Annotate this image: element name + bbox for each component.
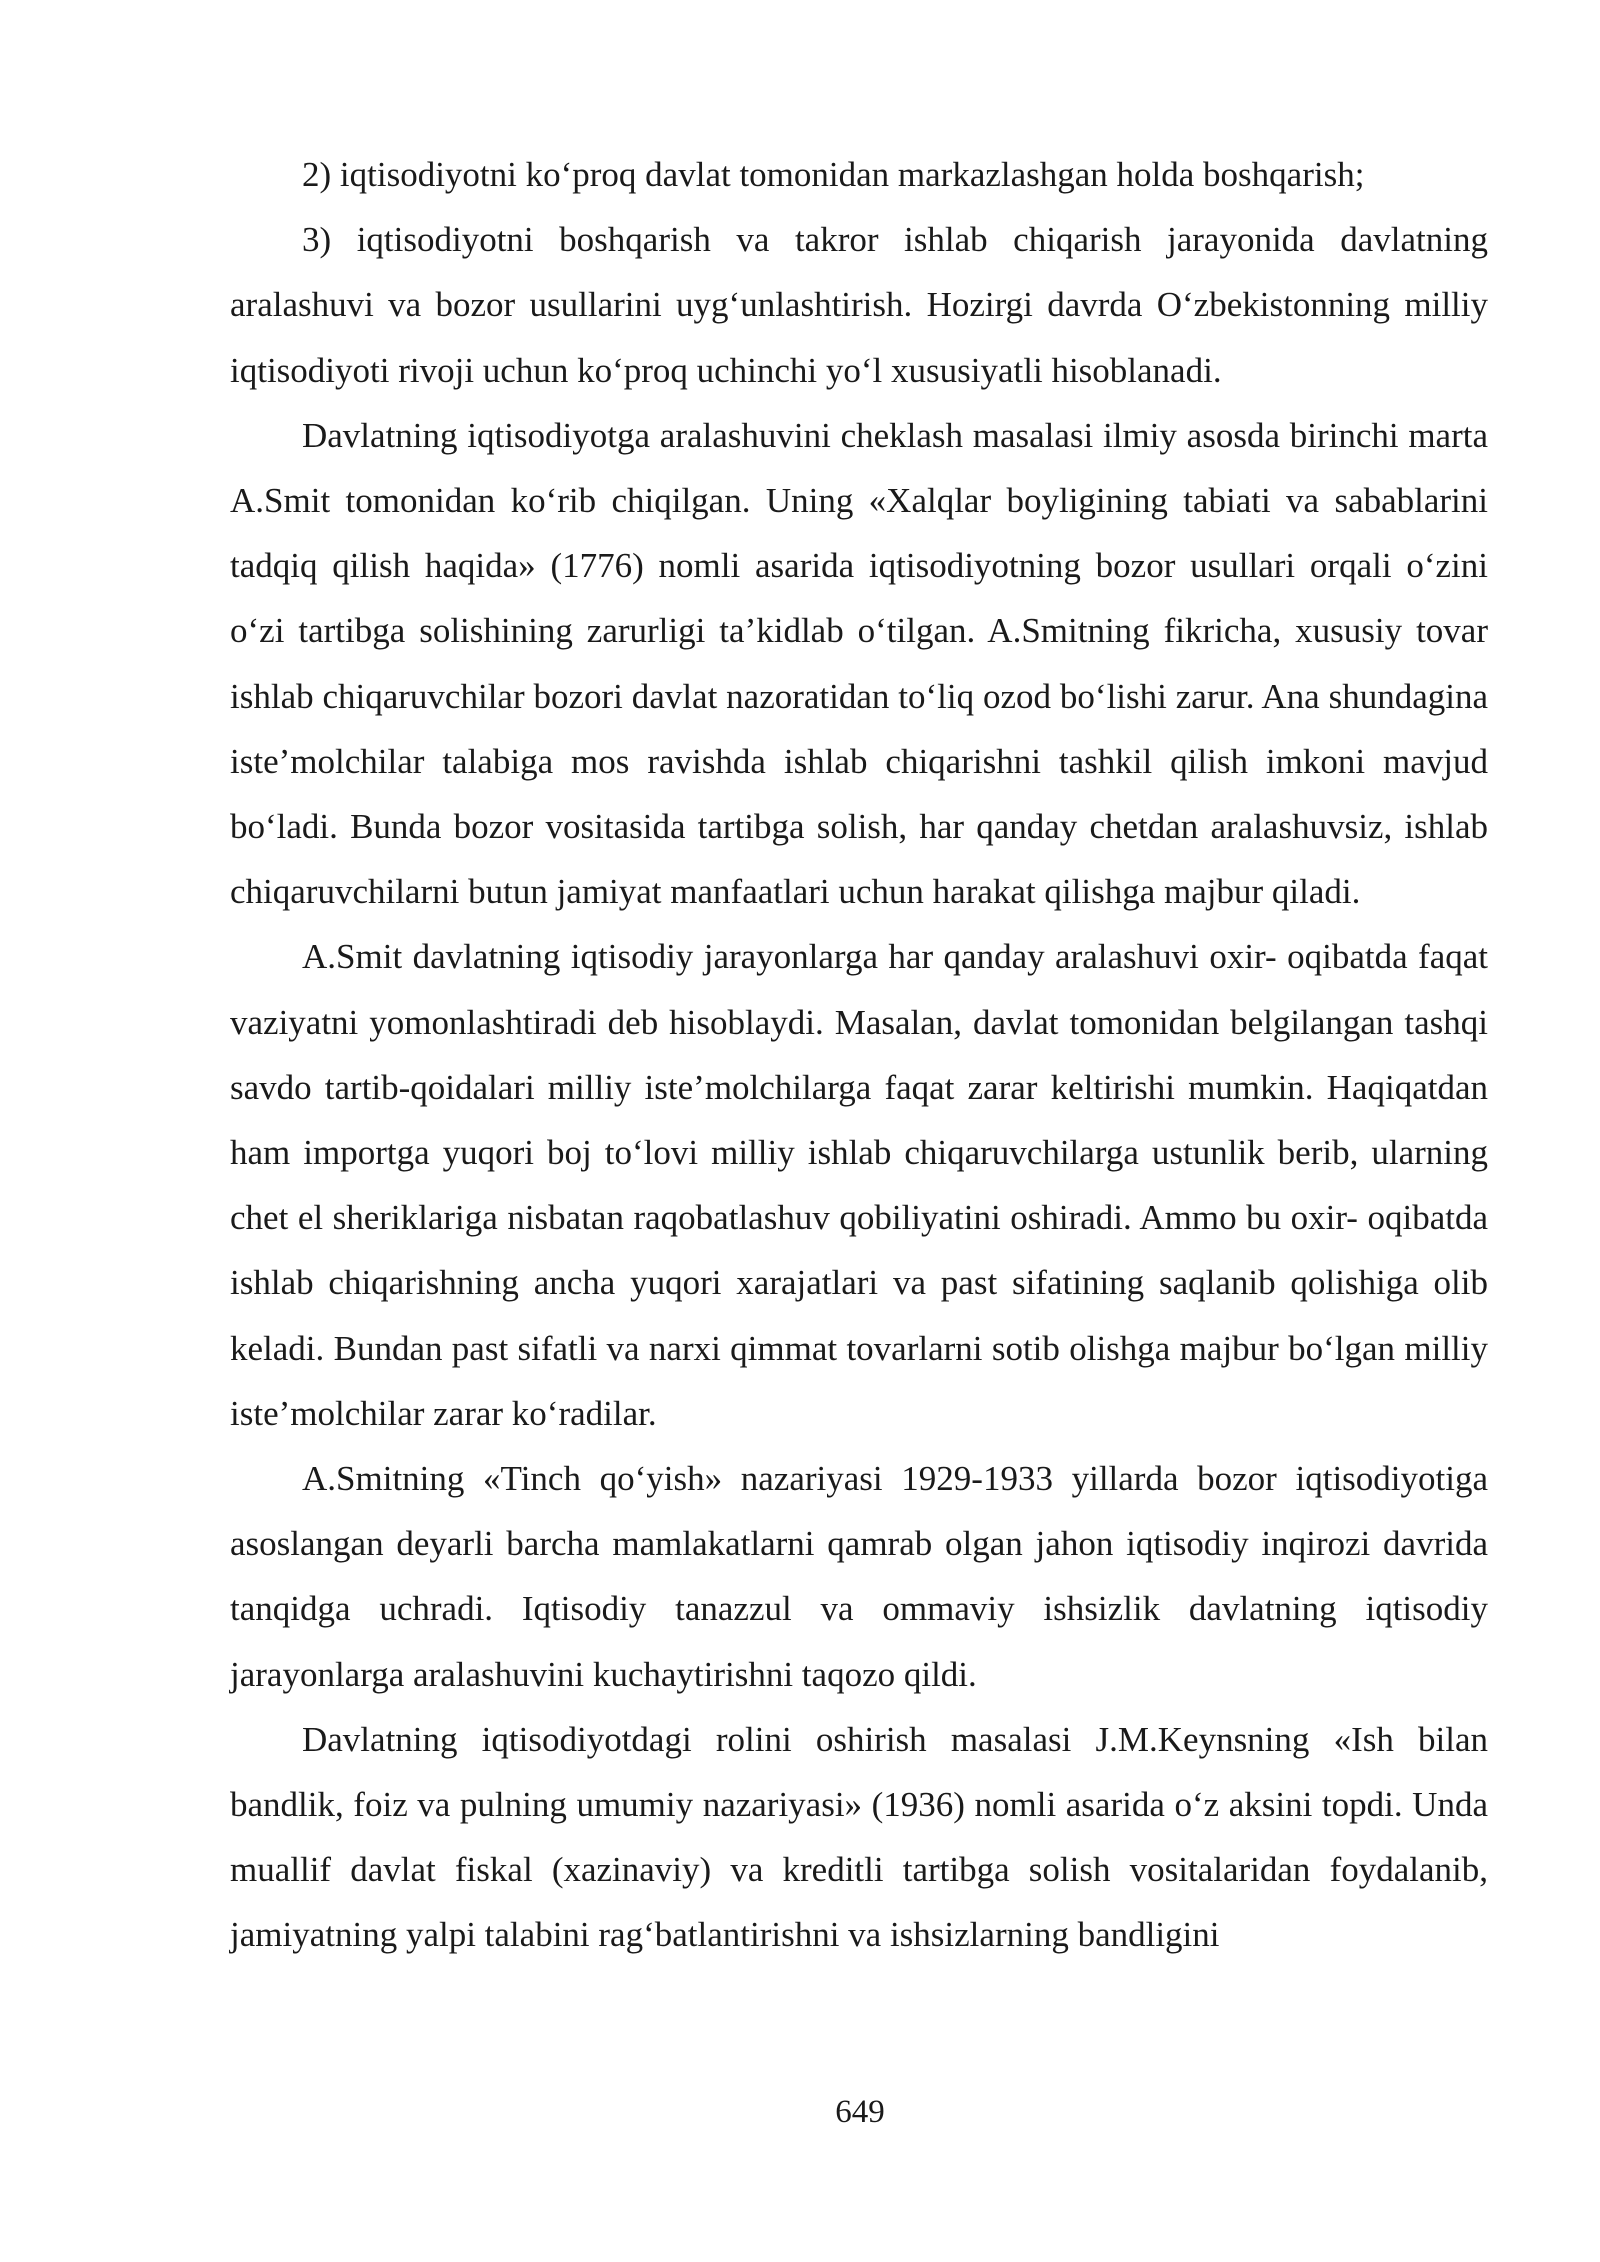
body-text bbox=[230, 142, 1488, 1968]
page-number: 649 bbox=[835, 2094, 885, 2130]
paragraph-smith-intervention: A.Smit davlatning iqtisodiy jarayonlarga har qanday aralashuvi oxir- oqibatda faqat vaziyatni yomonlashtiradi deb hisoblaydi. Masalan, davlat tomonidan belgilangan tashqi savdo tartib-qoidalari milliy iste’molchilarga faqat zarar keltirishi mumkin. Haqiqatdan ham importga yuqori boj to‘lovi milliy ishlab chiqaruvchilarga ustunlik berib, ularning chet el sheriklariga nisbatan raqobatlashuv qobiliyatini oshiradi. Ammo bu oxir- oqibatda ishlab chiqarishning ancha yuqori xarajatlari va past sifatining saqlanib qolishiga olib keladi. Bundan past sifatli va narxi qimmat tovarlarni sotib olishga majbur bo‘lgan milliy iste’molchilar zarar ko‘radilar. bbox=[230, 937, 1488, 1433]
paragraph-smith-intro: Davlatning iqtisodiyotga aralashuvini cheklash masalasi ilmiy asosda birinchi marta A.Smit tomonidan ko‘rib chiqilgan. Uning «Xalqlar boyligining tabiati va sabablarini tadqiq qilish haqida» (1776) nomli asarida iqtisodiyotning bozor usullari orqali o‘zini o‘zi tartibga solishining zarurligi ta’kidlab o‘tilgan. A.Smitning fikricha, xususiy tovar ishlab chiqaruvchilar bozori davlat nazoratidan to‘liq ozod bo‘lishi zarur. Ana shundagina iste’molchilar talabiga mos ravishda ishlab chiqarishni tashkil qilish imkoni mavjud bo‘ladi. Bunda bozor vositasida tartibga solish, har qanday chetdan aralashuvsiz, ishlab chiqaruvchilarni butun jamiyat manfaatlari uchun harakat qilishga majbur qiladi. bbox=[230, 415, 1488, 912]
paragraph-laissez-faire: A.Smitning «Tinch qo‘yish» nazariyasi 1929-1933 yillarda bozor iqtisodiyotiga asoslangan deyarli barcha mamlakatlarni qamrab olgan jahon iqtisodiy inqirozi davrida tanqidga uchradi. Iqtisodiy tanazzul va ommaviy ishsizlik davlatning iqtisodiy jarayonlarga aralashuvini kuchaytirishni taqozo qildi. bbox=[230, 1459, 1488, 1694]
paragraph-item-2: 2) iqtisodiyotni ko‘proq davlat tomonidan markazlashgan holda boshqarish; bbox=[302, 155, 1365, 194]
paragraph-item-3: 3) iqtisodiyotni boshqarish va takror ishlab chiqarish jarayonida davlatning aralashuvi va bozor usullarini uyg‘unlashtirish. Hozirgi davrda O‘zbekistonning milliy iqtisodiyoti rivoji uchun ko‘proq uchinchi yo‘l xususiyatli hisoblanadi. bbox=[230, 220, 1488, 390]
paragraph-keynes: Davlatning iqtisodiyotdagi rolini oshirish masalasi J.M.Keynsning «Ish bilan bandlik, foiz va pulning umumiy nazariyasi» (1936) nomli asarida o‘z aksini topdi. Unda muallif davlat fiskal (xazinaviy) va kreditli tartibga solish vositalaridan foydalanib, jamiyatning yalpi talabini rag‘batlantirishni va ishsizlarning bandligini bbox=[230, 1719, 1488, 1955]
